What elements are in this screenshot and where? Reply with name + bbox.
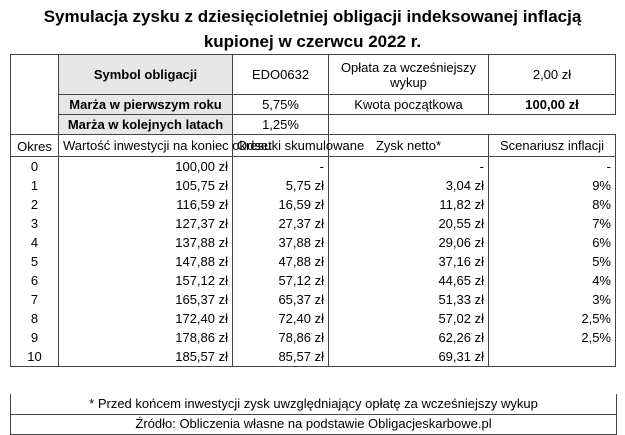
info-row-margin1 — [11, 95, 616, 115]
margin2-label: Marża w kolejnych latach — [59, 115, 233, 135]
profit-cell: 20,55 zł — [329, 214, 489, 233]
value-cell: 178,86 zł — [59, 328, 233, 347]
inflation-cell: 4% — [489, 271, 616, 290]
value-cell: 137,88 zł — [59, 233, 233, 252]
value-cell: 185,57 zł — [59, 347, 233, 367]
interest-cell: 85,57 zł — [233, 347, 329, 367]
value-cell: 116,59 zł — [59, 195, 233, 214]
period-cell: 0 — [11, 157, 59, 177]
info-row-margin2 — [11, 115, 616, 135]
inflation-cell — [489, 347, 616, 367]
footnote: * Przed końcem inwestycji zysk uwzględniający opłatę za wcześniejszy wykup — [10, 394, 617, 415]
info-empty-1 — [329, 115, 489, 135]
value-cell: 157,12 zł — [59, 271, 233, 290]
interest-cell: - — [233, 157, 329, 177]
period-cell: 1 — [11, 176, 59, 195]
table-row — [11, 176, 616, 195]
interest-cell: 27,37 zł — [233, 214, 329, 233]
period-cell: 3 — [11, 214, 59, 233]
period-cell: 7 — [11, 290, 59, 309]
interest-cell: 72,40 zł — [233, 309, 329, 328]
table-row — [11, 157, 616, 177]
interest-cell: 57,12 zł — [233, 271, 329, 290]
profit-cell: 57,02 zł — [329, 309, 489, 328]
info-spacer — [11, 55, 59, 135]
value-cell: 105,75 zł — [59, 176, 233, 195]
period-cell: 4 — [11, 233, 59, 252]
source-note: Źródło: Obliczenia własne na podstawie Obligacjeskarbowe.pl — [10, 414, 617, 435]
interest-cell: 65,37 zł — [233, 290, 329, 309]
profit-cell: 29,06 zł — [329, 233, 489, 252]
fee-value: 2,00 zł — [489, 55, 616, 95]
margin2-value: 1,25% — [233, 115, 329, 135]
value-cell: 127,37 zł — [59, 214, 233, 233]
column-header-period: Okres — [11, 135, 59, 157]
inflation-cell: - — [489, 157, 616, 177]
inflation-cell: 7% — [489, 214, 616, 233]
profit-cell: 37,16 zł — [329, 252, 489, 271]
profit-cell: 62,26 zł — [329, 328, 489, 347]
value-cell: 147,88 zł — [59, 252, 233, 271]
inflation-cell: 9% — [489, 176, 616, 195]
inflation-cell: 3% — [489, 290, 616, 309]
period-cell: 10 — [11, 347, 59, 367]
inflation-cell: 2,5% — [489, 309, 616, 328]
inflation-cell: 6% — [489, 233, 616, 252]
table-row — [11, 195, 616, 214]
profit-cell: 11,82 zł — [329, 195, 489, 214]
amount-label: Kwota początkowa — [329, 95, 489, 115]
title-line-2: kupionej w czerwcu 2022 r. — [203, 32, 422, 51]
column-header-profit: Zysk netto* — [329, 135, 489, 157]
simulation-table — [10, 54, 616, 367]
table-row — [11, 347, 616, 367]
info-empty-2 — [489, 115, 616, 135]
table-row — [11, 233, 616, 252]
value-cell: 100,00 zł — [59, 157, 233, 177]
table-row — [11, 309, 616, 328]
interest-cell: 47,88 zł — [233, 252, 329, 271]
column-header-value: Wartość inwestycji na koniec okresu — [59, 135, 233, 157]
profit-cell: 51,33 zł — [329, 290, 489, 309]
page-title — [0, 4, 625, 54]
table-body — [11, 157, 616, 367]
info-row-symbol — [11, 55, 616, 95]
inflation-cell: 2,5% — [489, 328, 616, 347]
profit-cell: 44,65 zł — [329, 271, 489, 290]
period-cell: 5 — [11, 252, 59, 271]
value-cell: 165,37 zł — [59, 290, 233, 309]
symbol-value: EDO0632 — [233, 55, 329, 95]
period-cell: 6 — [11, 271, 59, 290]
period-cell: 2 — [11, 195, 59, 214]
period-cell: 8 — [11, 309, 59, 328]
table-row — [11, 252, 616, 271]
margin1-label: Marża w pierwszym roku — [59, 95, 233, 115]
profit-cell: - — [329, 157, 489, 177]
column-header-row — [11, 135, 616, 157]
period-cell: 9 — [11, 328, 59, 347]
interest-cell: 16,59 zł — [233, 195, 329, 214]
interest-cell: 5,75 zł — [233, 176, 329, 195]
column-header-inflation: Scenariusz inflacji — [489, 135, 616, 157]
amount-value: 100,00 zł — [489, 95, 616, 115]
value-cell: 172,40 zł — [59, 309, 233, 328]
table-row — [11, 214, 616, 233]
inflation-cell: 5% — [489, 252, 616, 271]
table-row — [11, 271, 616, 290]
profit-cell: 3,04 zł — [329, 176, 489, 195]
margin1-value: 5,75% — [233, 95, 329, 115]
inflation-cell: 8% — [489, 195, 616, 214]
column-header-interest: Odsetki skumulowane — [233, 135, 329, 157]
interest-cell: 37,88 zł — [233, 233, 329, 252]
table-row — [11, 328, 616, 347]
title-line-1: Symulacja zysku z dziesięcioletniej obligacji indeksowanej inflacją — [43, 7, 582, 26]
profit-cell: 69,31 zł — [329, 347, 489, 367]
table-row — [11, 290, 616, 309]
fee-label: Opłata za wcześniejszy wykup — [329, 55, 489, 95]
interest-cell: 78,86 zł — [233, 328, 329, 347]
symbol-label: Symbol obligacji — [59, 55, 233, 95]
